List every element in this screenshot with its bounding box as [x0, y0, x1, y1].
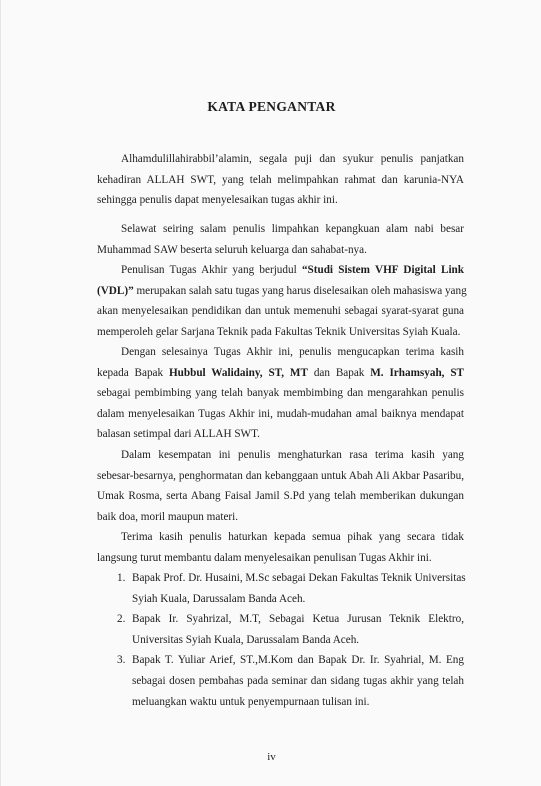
text-line: kehadiran ALLAH SWT, yang telah melimpahkan rahmat dan karunia-NYA: [97, 173, 464, 186]
text-line: dalam menyelesaikan Tugas Akhir ini, mudah-mudahan amal baiknya mendapat: [97, 407, 464, 420]
text-line: [97, 281, 467, 302]
text-line: Dengan selesainya Tugas Akhir ini, penulis mengucapkan terima kasih: [121, 346, 464, 358]
text-line: sehingga penulis dapat menyelesaikan tugas akhir ini.: [97, 194, 338, 207]
text-line: balasan setimpal dari ALLAH SWT.: [97, 428, 260, 441]
text-line: [97, 363, 464, 384]
text-run: dan Bapak: [307, 366, 371, 379]
text-line: Umak Rosma, serta Abang Faisal Jamil S.Pd yang telah memberikan dukungan: [97, 490, 464, 503]
paragraph-thanks-family: [97, 445, 464, 527]
list-number: 3.: [117, 654, 126, 667]
supervisor-name-1: Hubbul Walidainy, ST, MT: [168, 366, 308, 379]
text-line: [97, 260, 464, 281]
text-run: kepada Bapak: [97, 366, 169, 379]
thesis-title-bold: “Studi Sistem VHF Digital Link: [301, 264, 464, 276]
list-item: [97, 568, 464, 609]
list-number: 1.: [117, 572, 126, 584]
acknowledgement-list: [97, 568, 464, 712]
list-item-text: [127, 650, 464, 712]
text-line: Bapak Ir. Syahrizal, M.T, Sebagai Ketua Jurusan Teknik Elektro,: [132, 613, 464, 626]
list-number: 2.: [117, 613, 126, 626]
supervisor-name-2: M. Irhamsyah, ST: [370, 366, 464, 379]
text-run: Penulisan Tugas Akhir yang berjudul: [121, 264, 302, 276]
paragraph-selawat: [97, 219, 464, 260]
text-line: baik doa, moril maupun materi.: [97, 510, 239, 523]
paragraph-thanks-supervisors: [97, 342, 464, 445]
paragraph-thanks-all: [97, 527, 464, 568]
list-item: [97, 650, 464, 712]
paragraph-opening: [97, 149, 464, 211]
text-line: Bapak Prof. Dr. Husaini, M.Sc sebagai Dekan Fakultas Teknik Universitas: [132, 572, 466, 584]
page-title: KATA PENGANTAR: [207, 99, 336, 114]
text-line: memperoleh gelar Sarjana Teknik pada Fakultas Teknik Universitas Syiah Kuala.: [97, 325, 461, 338]
thesis-title-bold-end: (VDL)”: [97, 284, 134, 297]
text-line: meluangkan waktu untuk penyempurnaan tulisan ini.: [132, 695, 370, 708]
text-line: Muhammad SAW beserta seluruh keluarga dan sahabat-nya.: [97, 243, 367, 256]
text-line: sebagai pembimbing yang telah banyak membimbing dan mengarahkan penulis: [97, 387, 464, 400]
text-line: Dalam kesempatan ini penulis menghaturkan rasa terima kasih yang: [121, 449, 464, 461]
text-run: merupakan salah satu tugas yang harus diselesaikan oleh mahasiswa yang: [133, 284, 467, 297]
text-line: Bapak T. Yuliar Arief, ST.,M.Kom dan Bapak Dr. Ir. Syahrial, M. Eng: [132, 654, 464, 667]
text-line: Selawat seiring salam penulis limpahkan kepangkuan alam nabi besar: [121, 223, 464, 235]
text-line: Syiah Kuala, Darussalam Banda Aceh.: [132, 592, 306, 605]
list-item-text: [127, 609, 464, 650]
text-line: Alhamdulillahirabbil’alamin, segala puji dan syukur penulis panjatkan: [121, 153, 464, 165]
text-line: sebagai dosen pembahas pada seminar dan sidang tugas akhir yang telah: [132, 674, 464, 687]
text-line: akan menyelesaikan pendidikan dan untuk memenuhi sebagai syarat-syarat guna: [97, 305, 464, 318]
list-item: [97, 609, 464, 650]
text-line: langsung turut membantu dalam menyelesaikan penulisan Tugas Akhir ini.: [97, 551, 432, 564]
text-line: Terima kasih penulis haturkan kepada semua pihak yang secara tidak: [121, 531, 464, 543]
paragraph-thesis-title: [97, 260, 467, 342]
page-number: iv: [267, 751, 276, 763]
text-line: sebesar-besarnya, penghormatan dan kebanggaan untuk Abah Ali Akbar Pasaribu,: [97, 469, 464, 482]
text-line: Universitas Syiah Kuala, Darussalam Banda Aceh.: [132, 633, 360, 646]
list-item-text: [127, 568, 464, 609]
